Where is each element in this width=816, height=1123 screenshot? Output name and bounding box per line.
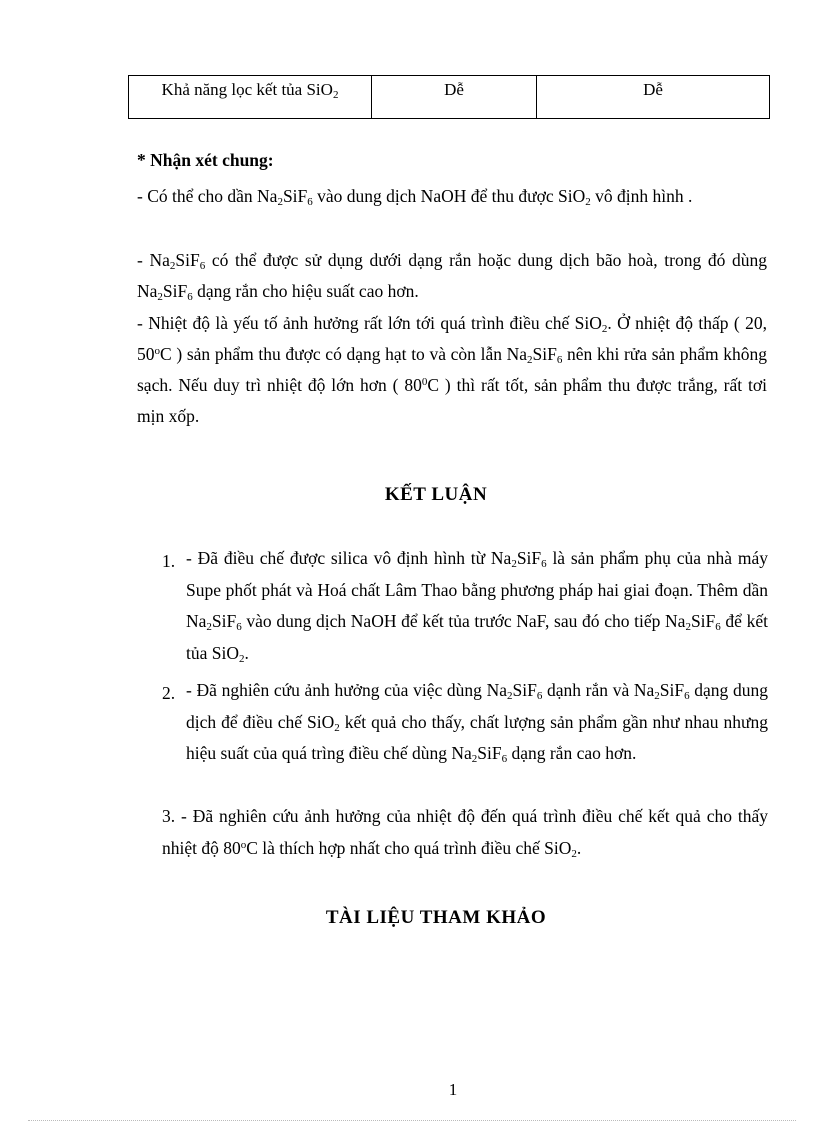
list-number: 2. xyxy=(162,683,176,703)
remark-paragraph-1: - Có thể cho dần $Na_2SiF_6$ vào dung dịch NaOH để thu được SiO$_2$ vô định hình . xyxy=(137,186,693,208)
table-cell-value: Dễ xyxy=(537,76,770,119)
conclusion-title: KẾT LUẬN xyxy=(384,484,488,505)
remark-paragraph-3: - Nhiệt độ là yếu tố ảnh hưởng rất lớn tới quá trình điều chế SiO$_2$. Ở nhiệt độ thấp ( 20, 50$^o$C ) sản phẩm thu được có dạng hạt to và còn lẫn $Na_2SiF_6$ nên khi rửa sản phẩm không sạch. Nếu duy trì nhiệt độ lớn hơn ( $80^0C$ ) thì rất tốt, sản phẩm thu được trắng, rất tơi mịn xốp. xyxy=(137,313,767,426)
page-bottom-divider xyxy=(28,1120,796,1121)
conclusion-item-1 xyxy=(162,543,768,669)
table-cell-value: Dễ xyxy=(372,76,537,119)
conclusion-item-2 xyxy=(162,675,768,770)
comparison-table xyxy=(128,75,770,119)
table-cell-criterion: Khả năng lọc kết tủa SiO$_2$ xyxy=(129,76,372,119)
page-number: 1 xyxy=(448,1080,458,1099)
conclusion-item-3: 3. - Đã nghiên cứu ảnh hưởng của nhiệt độ đến quá trình điều chế kết quả cho thấy nhiệt độ 80$^o$C là thích hợp nhất cho quá trình điều chế SiO$_2$. xyxy=(162,806,768,860)
remark-paragraph-2: - $Na_2SiF_6$ có thể được sử dụng dưới dạng rắn hoặc dung dịch bão hoà, trong đó dùng $Na_2SiF_6$ dạng rắn cho hiệu suất cao hơn. xyxy=(137,250,767,303)
list-item-text: - Đã điều chế được silica vô định hình từ $Na_2SiF_6$ là sản phẩm phụ của nhà máy Supe phốt phát và Hoá chất Lâm Thao bằng phương pháp hai giai đoạn. Thêm dần $Na_2SiF_6$ vào dung dịch NaOH để kết tủa trước NaF, sau đó cho tiếp $Na_2SiF_6$ để kết tủa SiO$_2$. xyxy=(186,548,768,665)
list-number: 1. xyxy=(162,551,176,571)
list-number: 3. xyxy=(162,806,176,826)
list-item-text: - Đã nghiên cứu ảnh hưởng của việc dùng $Na_2SiF_6$ dạnh rắn và $Na_2SiF_6$ dạng dung dịch để điều chế SiO$_2$ kết quả cho thấy, chất lượng sản phẩm gần như nhau nhưng hiệu suất của quá trìng điều chế dùng $Na_2SiF_6$ dạng rắn cao hơn. xyxy=(186,680,769,765)
references-title: TÀI LIỆU THAM KHẢO xyxy=(325,907,547,928)
table-row xyxy=(129,76,770,119)
general-remarks-heading: * Nhận xét chung: xyxy=(137,150,274,170)
